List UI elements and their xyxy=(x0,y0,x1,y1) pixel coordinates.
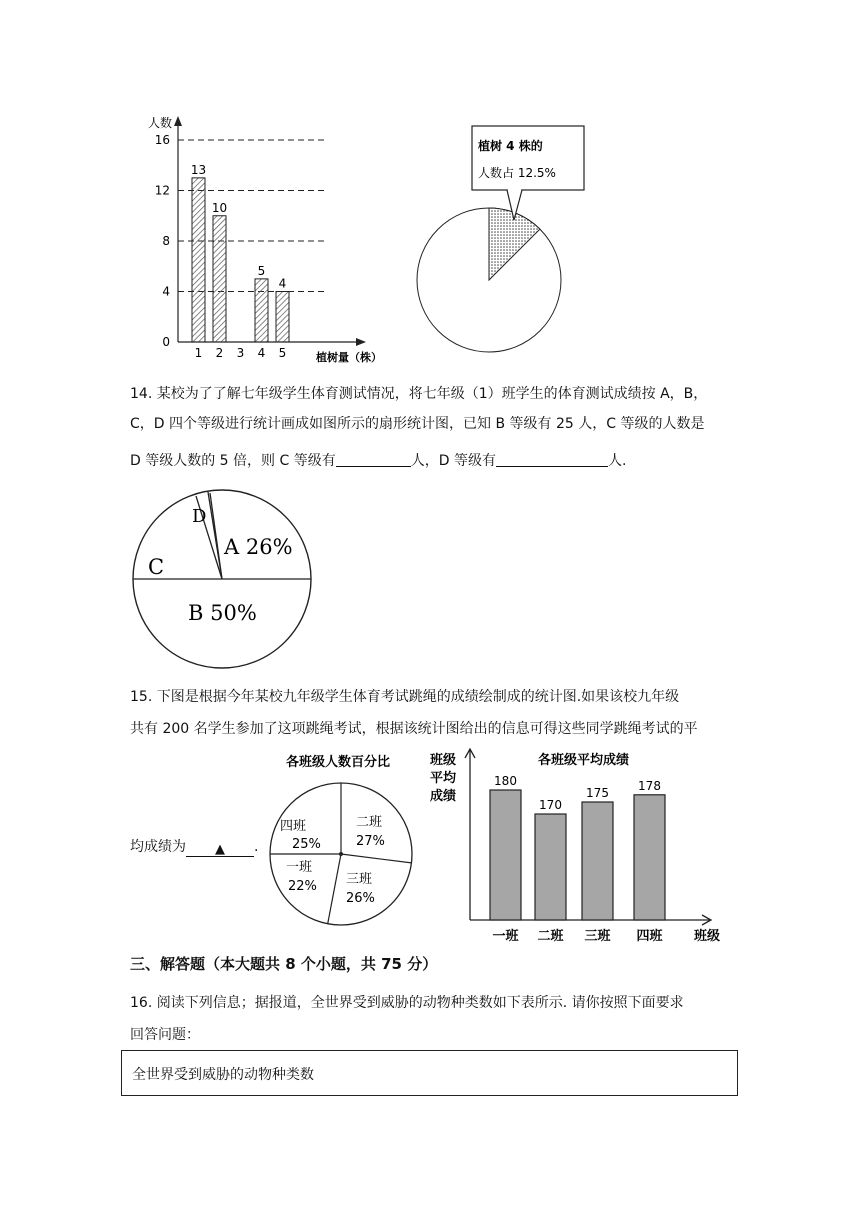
pie-callout-line-1: 植树 4 株的 xyxy=(478,139,543,153)
q14-line-2: C，D 四个等级进行统计画成如图所示的扇形统计图，已知 B 等级有 25 人，C 等级的人数是 xyxy=(130,416,705,432)
q15-bar-x-tick-label: 一班 xyxy=(492,929,519,944)
bar-chart-value-label: 13 xyxy=(190,162,207,177)
q15-answer-suffix: . xyxy=(254,839,259,855)
bar-chart-y-tick-label: 0 xyxy=(162,335,170,349)
q14-pie-label-c: C xyxy=(148,555,165,579)
q15-bar-x-tick-label: 二班 xyxy=(537,929,564,944)
bar-chart-y-tick-label: 8 xyxy=(162,234,170,248)
bar-chart-bar xyxy=(213,216,226,342)
q14-blank-c[interactable] xyxy=(336,452,411,467)
section-3-heading: 三、解答题（本大题共 8 个小题，共 75 分） xyxy=(130,955,438,973)
q15-line-2: 共有 200 名学生参加了这项跳绳考试，根据该统计图给出的信息可得这些同学跳绳考试的平 xyxy=(130,721,698,737)
q15-pie-label-3ban: 三班 xyxy=(346,872,373,887)
bar-chart-y-ticks xyxy=(155,133,170,349)
bar-chart-x-tick-label: 5 xyxy=(278,346,287,360)
bar-chart-x-axis-label: 植树量（株） xyxy=(316,351,382,364)
q15-answer-line xyxy=(130,830,258,864)
q15-bar-value-label: 175 xyxy=(586,786,609,800)
tree-planting-pie-chart xyxy=(410,120,590,360)
bar-chart-x-tick-label: 4 xyxy=(257,346,266,360)
q15-answer-blank[interactable] xyxy=(186,842,254,857)
q15-bar-value-label: 170 xyxy=(539,798,562,812)
bar-chart-bars xyxy=(191,163,289,342)
q15-answer-prefix: 均成绩为 xyxy=(130,839,186,855)
q15-class-percent-pie xyxy=(262,750,422,940)
bar-chart-bar xyxy=(276,292,289,343)
q14-line-3-b: 人，D 等级有 xyxy=(410,453,496,469)
pie-callout-line-2: 人数占 12.5% xyxy=(478,166,556,180)
bar-chart-x-ticks xyxy=(195,346,287,360)
q14-line-1: 14. 某校为了了解七年级学生体育测试情况，将七年级（1）班学生的体育测试成绩按 A，B， xyxy=(130,386,708,402)
q15-pie-title: 各班级人数百分比 xyxy=(286,755,391,770)
q15-class-average-bar-chart xyxy=(422,748,732,948)
q16-table-header: 全世界受到威胁的动物种类数 xyxy=(132,1067,314,1083)
q15-pie-pct-3ban: 26% xyxy=(346,891,375,906)
bar-chart-bar xyxy=(255,279,268,342)
q15-pie-center xyxy=(339,852,343,856)
bar-chart-value-label: 4 xyxy=(278,276,287,291)
q15-bar-ylabel-1: 班级 xyxy=(430,753,457,768)
q15-bar-x-tick-label: 三班 xyxy=(584,929,611,944)
bar-chart-y-tick-label: 16 xyxy=(154,133,170,147)
bar-chart-y-tick-label: 12 xyxy=(154,183,170,198)
q14-line-3-c: 人. xyxy=(607,453,627,469)
q15-answer-marker: ▲ xyxy=(215,842,225,857)
bar-chart-value-label: 10 xyxy=(211,200,228,215)
bar-chart-x-tick-label: 2 xyxy=(215,346,224,360)
q15-pie-pct-4ban: 25% xyxy=(292,837,321,852)
q15-line-1: 15. 下图是根据今年某校九年级学生体育考试跳绳的成绩绘制成的统计图.如果该校九年级 xyxy=(130,689,680,705)
bar-chart-x-tick-label: 3 xyxy=(236,346,245,360)
q14-grade-pie-chart xyxy=(130,488,316,673)
q15-bar xyxy=(535,814,566,920)
q15-pie-pct-2ban: 27% xyxy=(356,834,385,849)
bar-chart-bar xyxy=(192,178,205,342)
bar-chart-value-label: 5 xyxy=(257,263,266,278)
q15-bar-x-tick-label: 四班 xyxy=(636,929,663,944)
q14-pie-label-b: B 50% xyxy=(188,601,257,625)
q15-bar xyxy=(634,795,665,920)
tree-planting-bar-chart xyxy=(130,110,410,370)
bar-chart-x-arrow xyxy=(356,338,366,346)
q15-bar-value-label: 178 xyxy=(638,778,661,793)
q15-bar-ylabel-2: 平均 xyxy=(430,771,457,786)
q15-bar-ylabel-3: 成绩 xyxy=(430,789,457,804)
q14-pie-label-a: A 26% xyxy=(224,535,293,559)
q15-bar-title: 各班级平均成绩 xyxy=(538,753,630,768)
q15-pie-label-4ban: 四班 xyxy=(280,819,307,834)
q15-bar xyxy=(490,790,521,920)
q15-bar xyxy=(582,802,613,920)
q16-table xyxy=(121,1050,738,1096)
q15-pie-label-1ban: 一班 xyxy=(286,860,313,875)
q14-blank-d[interactable] xyxy=(496,452,608,467)
bar-chart-x-tick-label: 1 xyxy=(194,346,203,360)
q15-bar-xlabel: 班级 xyxy=(694,929,721,944)
q15-bar-value-label: 180 xyxy=(494,774,517,788)
bar-chart-y-arrow xyxy=(174,116,182,126)
q15-pie-pct-1ban: 22% xyxy=(288,879,317,894)
q14-line-3-a: D 等级人数的 5 倍，则 C 等级有 xyxy=(130,453,336,469)
bar-chart-y-tick-label: 4 xyxy=(162,284,170,299)
q16-line-2: 回答问题： xyxy=(130,1027,200,1043)
q15-bar-bars xyxy=(490,774,665,944)
bar-chart-y-axis-label: 人数 xyxy=(148,116,173,130)
q14-line-3 xyxy=(130,444,626,478)
pie-callout-box xyxy=(472,126,584,190)
q15-pie-label-2ban: 二班 xyxy=(356,815,383,830)
q16-line-1: 16. 阅读下列信息；据报道，全世界受到威胁的动物种类数如下表所示. 请你按照下面要求 xyxy=(130,995,684,1011)
q14-pie-label-d: D xyxy=(192,506,207,527)
